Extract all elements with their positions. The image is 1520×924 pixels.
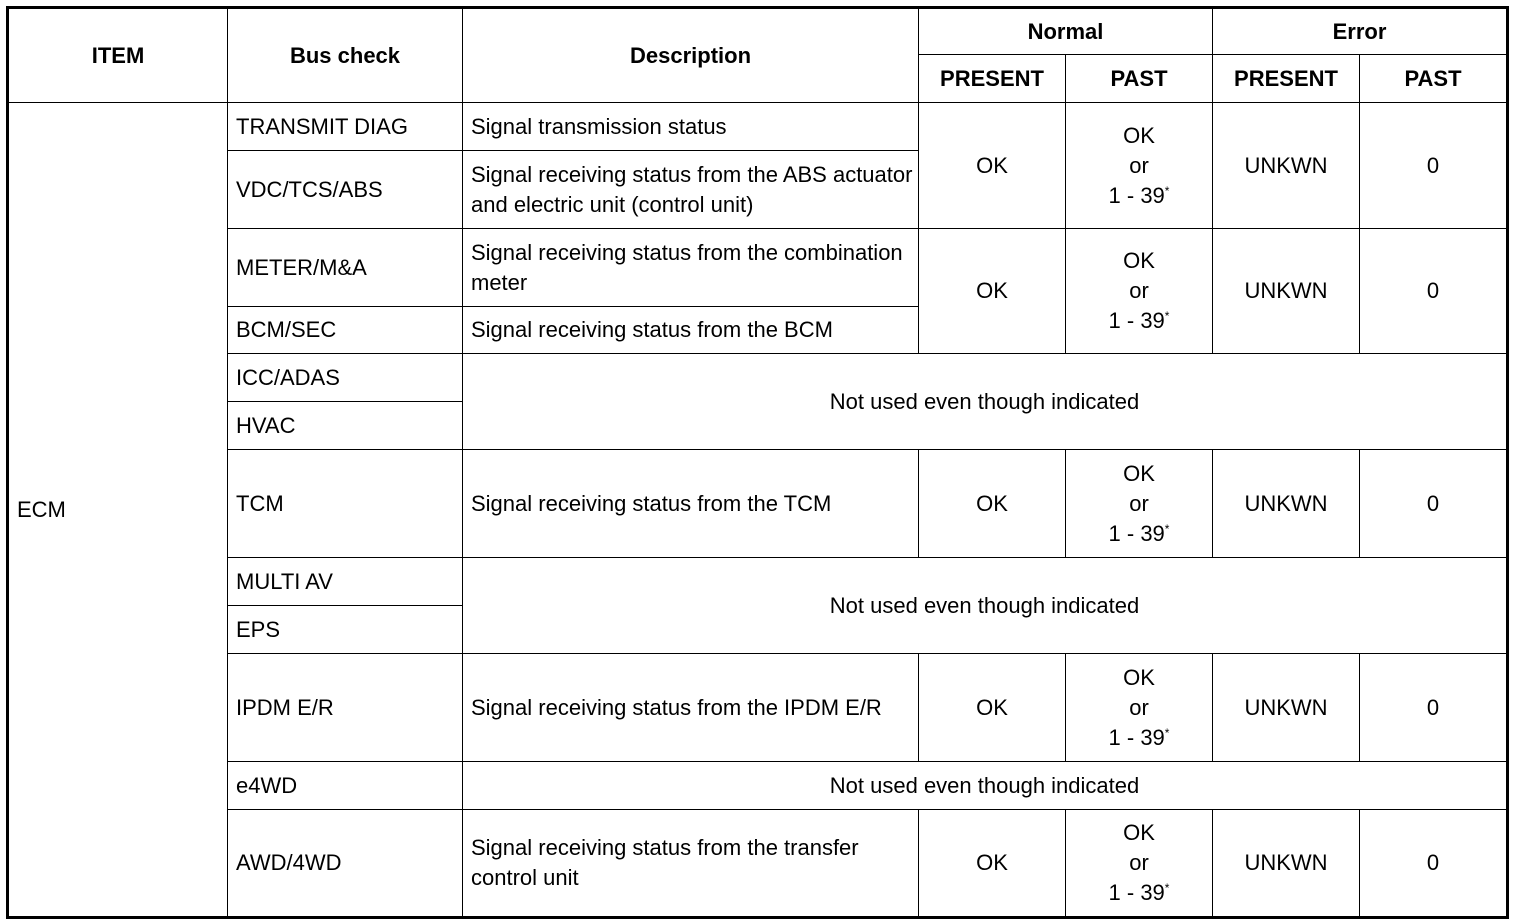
error-past-group2: 0 [1360,229,1508,354]
error-past-tcm: 0 [1360,450,1508,558]
error-present-tcm: UNKWN [1213,450,1360,558]
bus-bcm-sec: BCM/SEC [228,307,463,354]
footnote-mark: * [1164,881,1170,895]
bus-transmit-diag: TRANSMIT DIAG [228,103,463,151]
normal-present-group2: OK [919,229,1066,354]
error-present-group1: UNKWN [1213,103,1360,229]
bus-tcm: TCM [228,450,463,558]
normal-past-ipdm [1066,654,1213,762]
header-error-past: PAST [1360,55,1508,103]
normal-present-ipdm: OK [919,654,1066,762]
past-range: 1 - 39* [1108,182,1170,208]
bus-eps: EPS [228,606,463,654]
desc-transmit-diag: Signal transmission status [463,103,919,151]
past-range: 1 - 39* [1108,520,1170,546]
past-or: or [1129,694,1149,720]
desc-vdc-tcs-abs: Signal receiving status from the ABS actuator and electric unit (control unit) [463,151,919,229]
header-description: Description [463,8,919,103]
header-error: Error [1213,8,1508,55]
past-ok: OK [1123,248,1155,273]
desc-meter-ma: Signal receiving status from the combination meter [463,229,919,307]
bus-vdc-tcs-abs: VDC/TCS/ABS [228,151,463,229]
bus-icc-adas: ICC/ADAS [228,354,463,402]
item-ecm: ECM [8,103,228,918]
past-or: or [1129,490,1149,516]
header-normal: Normal [919,8,1213,55]
normal-present-tcm: OK [919,450,1066,558]
error-present-group2: UNKWN [1213,229,1360,354]
desc-bcm-sec: Signal receiving status from the BCM [463,307,919,354]
past-range: 1 - 39* [1108,880,1170,905]
not-used-group3: Not used even though indicated [463,762,1508,810]
normal-past-tcm [1066,450,1213,558]
desc-awd-4wd: Signal receiving status from the transfer control unit [463,810,919,918]
bus-multi-av: MULTI AV [228,558,463,606]
error-present-awd: UNKWN [1213,810,1360,918]
error-past-ipdm: 0 [1360,654,1508,762]
normal-present-group1: OK [919,103,1066,229]
normal-present-awd: OK [919,810,1066,918]
past-ok: OK [1123,122,1155,148]
header-item: ITEM [8,8,228,103]
error-past-group1: 0 [1360,103,1508,229]
bus-awd-4wd: AWD/4WD [228,810,463,918]
desc-tcm: Signal receiving status from the TCM [463,450,919,558]
bus-check-table [6,6,1509,919]
past-ok: OK [1123,460,1155,486]
footnote-mark: * [1164,309,1170,323]
normal-past-group1 [1066,103,1213,229]
past-range: 1 - 39* [1108,724,1170,750]
header-normal-past: PAST [1066,55,1213,103]
header-bus-check: Bus check [228,8,463,103]
past-ok: OK [1123,664,1155,690]
past-ok: OK [1123,820,1155,845]
bus-ipdm-er: IPDM E/R [228,654,463,762]
bus-hvac: HVAC [228,402,463,450]
past-or: or [1129,850,1149,875]
error-past-awd: 0 [1360,810,1508,918]
bus-e4wd: e4WD [228,762,463,810]
footnote-mark: * [1164,183,1170,198]
bus-meter-ma: METER/M&A [228,229,463,307]
not-used-group2: Not used even though indicated [463,558,1508,654]
normal-past-group2 [1066,229,1213,354]
past-or: or [1129,278,1149,303]
desc-ipdm-er: Signal receiving status from the IPDM E/R [463,654,919,762]
footnote-mark: * [1164,521,1170,536]
normal-past-awd [1066,810,1213,918]
header-error-present: PRESENT [1213,55,1360,103]
not-used-group1: Not used even though indicated [463,354,1508,450]
header-normal-present: PRESENT [919,55,1066,103]
past-range: 1 - 39* [1108,308,1170,333]
error-present-ipdm: UNKWN [1213,654,1360,762]
past-or: or [1129,152,1149,178]
footnote-mark: * [1164,725,1170,740]
